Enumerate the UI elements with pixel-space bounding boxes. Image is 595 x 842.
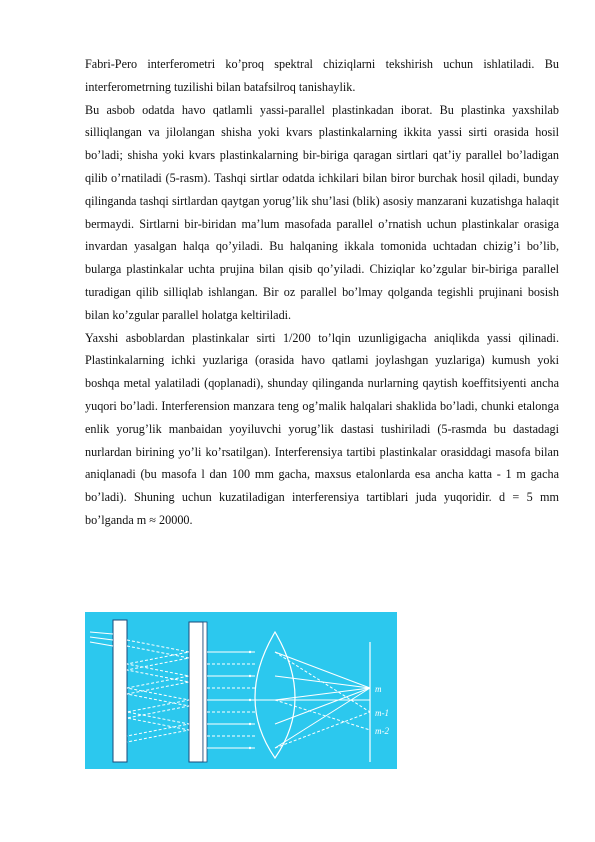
paragraph-construction: Bu asbob odatda havo qatlamli yassi-parallel plastinkadan iborat. Bu plastinka yaxshilab silliqlangan va jilolangan shisha yoki kvars plastinkalarning ikkita yassi sirti orasida hosil bo’ladi; shisha yoki kvars plastinkalarning bir-biriga qaragan sirtlari qat’iy parallel bo’ladigan qilib o’rnatiladi (5-rasm). Tashqi sirtlar odatda ichkilari bilan biror burchak hosil qiladi, bunday qilinganda tashqi sirtlardan qaytgan yorug’lik shu’lasi (blik) asosiy manzarani kuzatishga halaqit bermaydi. Sirtlarni bir-biridan ma’lum masofada parallel o’rnatish uchun plastinkalar orasiga invardan yasalgan halqa qo’yiladi. Bu halqaning ikkala tomonida uchtadan chizig’i bo’lib, bularga plastinkalar uchta prujina bilan qisib qo’yiladi. Chiziqlar ko’zgular bir-biriga parallel turadigan qilib silliqlab ishlangan. Bir oz parallel bo’lmay qolganda tegishli prujinani bosish bilan ko’zgular parallel holatga keltiriladi. (85, 102, 559, 322)
multiple-reflections (127, 640, 189, 742)
focused-rays (255, 652, 370, 748)
outgoing-rays (207, 652, 255, 748)
left-plate (113, 620, 127, 762)
order-label-m-1: m-1 (375, 708, 389, 718)
paragraph-surfaces: Yaxshi asboblardan plastinkalar sirti 1/200 to’lqin uzunligigacha aniqlikda yassi qilinadi. Plastinkalarning ichki yuzlariga (orasida havo qatlami joylashgan yuzlariga) kumush yoki boshqa metal yalatiladi (qoplanadi), shunday qilinganda nurlarning qaytish koeffitsiyenti ancha yuqori bo’ladi. Interferension manzara teng og’malik halqalari shaklida bo’ladi, chunki etalonga enlik yorug’lik manbaidan yoyiluvchi yorug’lik dastasi tushiriladi (5-rasmda bu dastadagi nurlardan birining yo’li ko’rsatilgan). Interferensiya tartibi plastinkalar orasiddagi masofa bilan aniqlanadi (bu masofa l dan 100 mm gacha, maxsus etalonlarda esa ancha katta - 1 m gacha bo’ladi). Shuning uchun kuzatiladigan interferensiya tartiblari juda yuqoridir. d = 5 mm bo’lganda m ≈ 20000. (85, 330, 559, 527)
fabry-perot-figure (85, 612, 397, 769)
document-body (85, 53, 559, 532)
order-label-m: m (375, 684, 382, 694)
fabry-perot-diagram (85, 612, 397, 769)
incoming-rays (90, 632, 113, 646)
right-plate (189, 622, 203, 762)
ray-markers (249, 651, 251, 749)
order-label-m-2: m-2 (375, 726, 389, 736)
paragraph-intro: Fabri-Pero interferometri ko’proq spektral chiziqlarni tekshirish uchun ishlatiladi. Bu interferometrning tuzilishi bilan batafsilroq tanishaylik. (85, 57, 559, 94)
